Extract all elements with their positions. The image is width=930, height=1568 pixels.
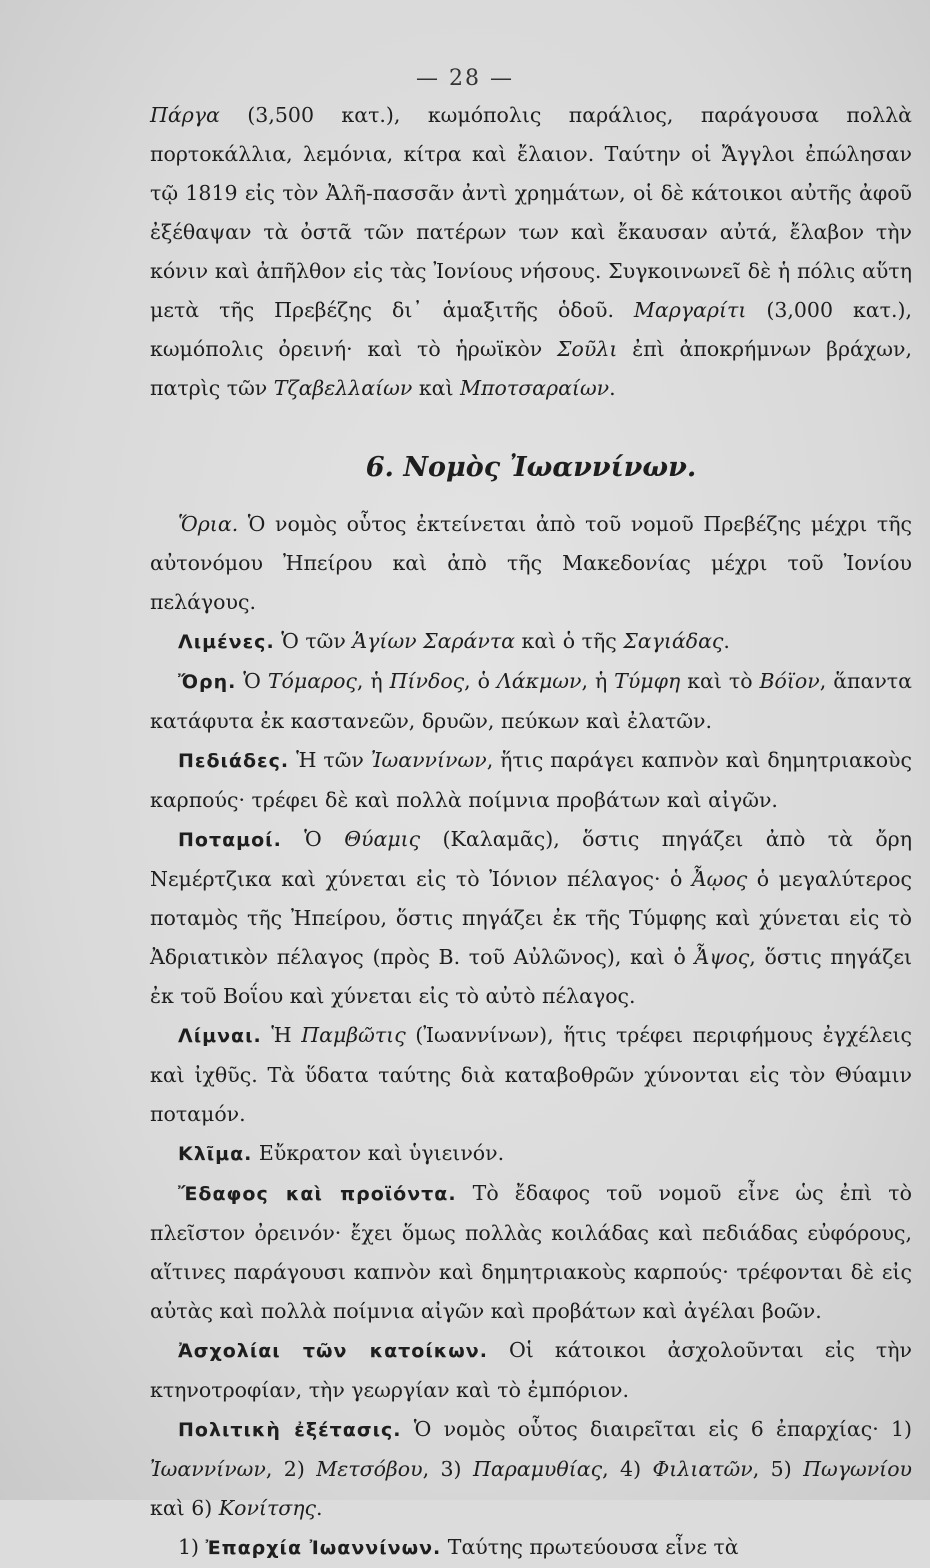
paragraph-heading: Ἐπαρχία Ἰωαννίνων. xyxy=(205,1537,442,1559)
text-run: , ἡ xyxy=(356,669,390,693)
italic-term: Τζαβελλαίων xyxy=(273,376,413,400)
paragraph-heading: Πολιτικὴ ἐξέτασις. xyxy=(178,1419,402,1441)
text-run: καὶ 6) xyxy=(150,1496,219,1520)
italic-term: Παραμυθίας xyxy=(472,1457,603,1481)
paragraph-heading: Ἔδαφος καὶ προϊόντα. xyxy=(178,1183,457,1205)
text-run: , ἥτις παράγει καπνὸν καὶ δημητριακοὺς καρπούς· τρέφει δὲ καὶ πολλὰ ποίμνια προβάτων καὶ αἰγῶν. xyxy=(150,748,912,812)
paragraph-heading: Λιμένες. xyxy=(178,631,275,653)
text-run: , ὁ xyxy=(464,669,497,693)
page-number: — 28 — xyxy=(416,66,514,91)
paragraph-heading: Πεδιάδες. xyxy=(178,750,290,772)
italic-term: Ἰωαννίνων xyxy=(150,1457,266,1481)
text-run: ὁ μεγαλύτερος ποταμὸς τῆς Ἠπείρου, ὅστις πηγάζει ἐκ τῆς Τύμφης καὶ χύνεται εἰς τὸ Ἀδριατικὸν πέλαγος (πρὸς Β. τοῦ Αὐλῶνος), καὶ ὁ xyxy=(150,867,912,969)
italic-term: Κονίτσης xyxy=(218,1496,317,1520)
text-run: ἐπὶ ἀποκρήμνων βράχων, πατρὶς τῶν xyxy=(150,337,912,400)
text-run: Ὁ νομὸς οὗτος ἐκτείνεται ἀπὸ τοῦ νομοῦ Πρεβέζης μέχρι τῆς αὐτονόμου Ἠπείρου καὶ ἀπὸ τῆς Μακεδονίας μέχρι τοῦ Ἰονίου πελάγους. xyxy=(150,512,912,614)
italic-term: Πωγωνίου xyxy=(803,1457,913,1481)
italic-term: Λάκμων xyxy=(496,669,582,693)
text-run: Εὔκρατον καὶ ὑγιεινόν. xyxy=(252,1141,505,1165)
italic-term: Ἆῳος xyxy=(691,867,748,891)
text-run: , 3) xyxy=(422,1457,473,1481)
paragraph-pediades xyxy=(150,741,912,820)
italic-term: Πάργα xyxy=(150,103,220,127)
text-run: Τὸ ἔδαφος τοῦ νομοῦ εἶνε ὡς ἐπὶ τὸ πλεῖστον ὀρεινόν· ἔχει ὅμως πολλὰς κοιλάδας καὶ πεδιάδας εὐφόρους, αἵτινες παράγουσι καπνὸν καὶ δημητριακοὺς καρπούς· τρέφονται δὲ εἰς αὐτὰς καὶ πολλὰ ποίμνια αἰγῶν καὶ προβάτων καὶ ἀγέλαι βοῶν. xyxy=(150,1181,912,1323)
text-run: , 4) xyxy=(602,1457,653,1481)
italic-term: Μποτσαραίων xyxy=(460,376,610,400)
italic-term: Βόϊον xyxy=(759,669,820,693)
paragraph-heading: Κλῖμα. xyxy=(178,1143,253,1165)
italic-term: Ἆψος xyxy=(694,945,750,969)
text-run: 6. Νομὸς Ἰωαννίνων. xyxy=(365,452,697,483)
text-run: . xyxy=(723,629,730,653)
paragraph-heading: Ἀσχολίαι τῶν κατοίκων. xyxy=(178,1340,488,1362)
italic-term: Σοῦλι xyxy=(557,337,618,361)
text-run: Ἡ xyxy=(261,1023,302,1047)
body-text xyxy=(150,96,912,1568)
text-run: , 2) xyxy=(265,1457,317,1481)
paragraph-oria xyxy=(150,505,912,622)
italic-term: Φιλιατῶν xyxy=(652,1457,753,1481)
italic-term: Παμβῶτις xyxy=(301,1023,406,1047)
text-run: 1) xyxy=(178,1535,206,1559)
text-run: καὶ τὸ xyxy=(680,669,760,693)
text-run: (3,000 κατ.), κωμόπολις ὀρεινή· καὶ τὸ ἡρωϊκὸν xyxy=(150,298,912,361)
text-run: Οἱ κάτοικοι ἀσχολοῦνται εἰς τὴν κτηνοτροφίαν, τὴν γεωργίαν καὶ τὸ ἐμπόριον. xyxy=(150,1338,912,1402)
paragraph-edafos xyxy=(150,1174,912,1331)
italic-term: Τύμφη xyxy=(614,669,681,693)
paragraph-limnai xyxy=(150,1016,912,1134)
italic-term: Ἁγίων Σαράντα xyxy=(352,629,516,653)
paragraph-eparxia xyxy=(150,1528,912,1568)
italic-term: Μαργαρίτι xyxy=(633,298,747,322)
text-run: καὶ ὁ τῆς xyxy=(515,629,624,653)
paragraph-heading: Ὄρη. xyxy=(178,671,237,693)
text-run: Ταύτης πρωτεύουσα εἶνε τὰ xyxy=(441,1535,739,1559)
text-run: . xyxy=(609,376,616,400)
paragraph-asxoliai xyxy=(150,1331,912,1410)
section-heading xyxy=(150,448,912,487)
text-run: (3,500 κατ.), κωμόπολις παράλιος, παράγουσα πολλὰ πορτοκάλλια, λεμόνια, κίτρα καὶ ἔλαιον. Ταύτην οἱ Ἄγγλοι ἐπώλησαν τῷ 1819 εἰς τὸν Ἀλῆ-πασσᾶν ἀντὶ χρημάτων, οἱ δὲ κάτοικοι αὐτῆς ἀφοῦ ἐξέθαψαν τὰ ὀστᾶ τῶν πατέρων των καὶ ἔκαυσαν αὐτά, ἔλαβον τὴν κόνιν καὶ ἀπῆλθον εἰς τὰς Ἰονίους νήσους. Συγκοινωνεῖ δὲ ἡ πόλις αὕτη μετὰ τῆς Πρεβέζης δι᾽ ἁμαξιτῆς ὁδοῦ. xyxy=(150,103,912,322)
paragraph-parga xyxy=(150,96,912,408)
text-run: (Καλαμᾶς), ὅστις πηγάζει ἀπὸ τὰ ὄρη Νεμέρτζικα καὶ χύνεται εἰς τὸ Ἰόνιον πέλαγος· ὁ xyxy=(150,827,912,891)
text-run: , ἡ xyxy=(581,669,615,693)
text-run: καὶ xyxy=(412,376,461,400)
text-run: , ἅπαντα κατάφυτα ἐκ καστανεῶν, δρυῶν, πεύκων καὶ ἐλατῶν. xyxy=(150,669,912,733)
italic-term: Θύαμις xyxy=(344,827,421,851)
italic-term: Μετσόβου xyxy=(316,1457,423,1481)
text-run: Ἡ τῶν xyxy=(289,748,371,772)
italic-term: Τόμαρος xyxy=(267,669,357,693)
text-run: (Ἰωαννίνων), ἥτις τρέφει περιφήμους ἐγχέλεις καὶ ἰχθῦς. Τὰ ὕδατα ταύτης διὰ καταβοθρῶν χύνονται εἰς τὸν Θύαμιν ποταμόν. xyxy=(150,1023,913,1126)
paragraph-potamoi xyxy=(150,820,912,1016)
paragraph-heading: Ποταμοί. xyxy=(178,829,282,851)
text-run: Ὁ νομὸς οὗτος διαιρεῖται εἰς 6 ἐπαρχίας· 1) xyxy=(401,1417,912,1441)
paragraph-ori xyxy=(150,662,912,741)
italic-term: Ὅρια. xyxy=(178,512,239,536)
italic-term: Σαγιάδας xyxy=(623,629,724,653)
text-run: Ὁ τῶν xyxy=(274,629,353,653)
text-run: , ὅστις πηγάζει ἐκ τοῦ Βοΐου καὶ χύνεται εἰς τὸ αὐτὸ πέλαγος. xyxy=(150,945,912,1008)
text-run: , 5) xyxy=(752,1457,804,1481)
text-run: Ὁ xyxy=(281,827,345,851)
paragraph-politiki xyxy=(150,1410,912,1528)
italic-term: Ἰωαννίνων xyxy=(370,748,487,772)
paragraph-limenes xyxy=(150,622,912,662)
italic-term: Πίνδος xyxy=(389,669,465,693)
text-run: Ὁ xyxy=(236,669,268,693)
text-run: . xyxy=(316,1496,323,1520)
paragraph-heading: Λίμναι. xyxy=(178,1025,262,1047)
paragraph-klima xyxy=(150,1134,912,1174)
